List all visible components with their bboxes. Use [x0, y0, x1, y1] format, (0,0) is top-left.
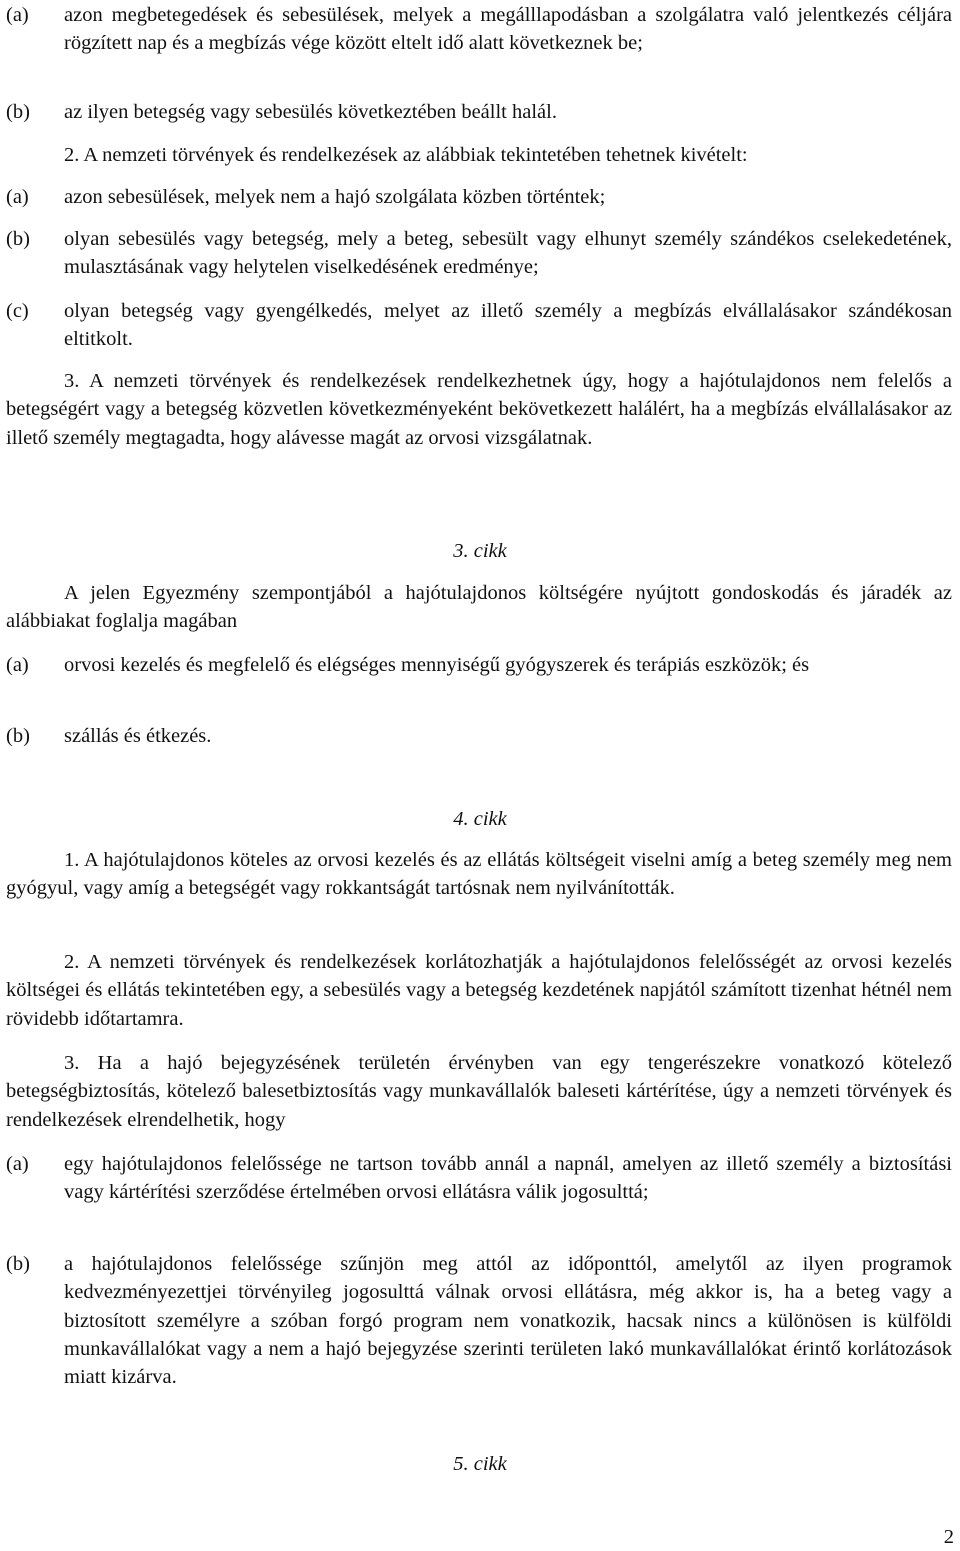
paragraph: 2. A nemzeti törvények és rendelkezések az alábbiak tekintetében tehetnek kivételt:: [64, 144, 748, 166]
item-text: a hajótulajdonos felelőssége szűnjön meg attól az időponttól, amelytől az ilyen programok kedvezményezettjei törvényileg jogosulttá válnak orvosi ellátásra, még akkor is, ha a beteg vagy a biztosított személyre a szóban forgó program nem vonatkozik, hacsak nincs a különösen is külföldi munkavállalókat vagy a nem a hajó bejegyzése szerinti területen lakó munkavállalókat érintő korlátozások miatt kizárva.: [64, 1253, 952, 1389]
item-label: (c): [6, 300, 29, 322]
item-text: egy hajótulajdonos felelőssége ne tartson tovább annál a napnál, amelyen az illető személy a biztosítási vagy kártérítési szerződése értelmében orvosi ellátásra válik jogosulttá;: [64, 1153, 952, 1204]
item-label: (a): [6, 186, 29, 208]
item-label: (b): [6, 228, 30, 250]
item-label: (b): [6, 101, 30, 123]
article-heading: 4. cikk: [453, 808, 507, 830]
item-text: azon sebesülések, melyek nem a hajó szolgálata közben történtek;: [64, 186, 606, 208]
item-text: olyan betegség vagy gyengélkedés, melyet az illető személy a megbízás elvállalásakor szándékosan eltitkolt.: [64, 300, 952, 351]
article-heading: 5. cikk: [453, 1453, 507, 1475]
item-label: (a): [6, 1153, 29, 1175]
item-label: (b): [6, 725, 30, 747]
paragraph: 2. A nemzeti törvények és rendelkezések korlátozhatják a hajótulajdonos felelősségét az orvosi kezelés költségei és ellátás tekintetében egy, a sebesülés vagy a betegség kezdetének napjától számított tizenhat hétnél nem rövidebb időtartamra.: [6, 951, 952, 1030]
item-text: olyan sebesülés vagy betegség, mely a beteg, sebesült vagy elhunyt személy szándékos cselekedetének, mulasztásának vagy helytelen viselkedésének eredménye;: [64, 228, 952, 279]
article-heading: 3. cikk: [453, 540, 507, 562]
paragraph: 3. Ha a hajó bejegyzésének területén érvényben van egy tengerészekre vonatkozó kötelező betegségbiztosítás, kötelező balesetbiztosítás vagy munkavállalók baleseti kártérítése, úgy a nemzeti törvények és rendelkezések elrendelhetik, hogy: [6, 1052, 952, 1131]
item-text: azon megbetegedések és sebesülések, melyek a megálllapodásban a szolgálatra való jelentkezés céljára rögzített nap és a megbízás vége között eltelt idő alatt következnek be;: [64, 4, 952, 55]
paragraph: 1. A hajótulajdonos köteles az orvosi kezelés és az ellátás költségeit viselni amíg a beteg személy meg nem gyógyul, vagy amíg a betegségét vagy rokkantságát tartósnak nem nyilvánították.: [6, 849, 952, 900]
item-label: (a): [6, 4, 29, 26]
item-text: az ilyen betegség vagy sebesülés következtében beállt halál.: [64, 101, 557, 123]
page-number: 2: [943, 1526, 954, 1548]
item-label: (a): [6, 654, 29, 676]
paragraph: 3. A nemzeti törvények és rendelkezések rendelkezhetnek úgy, hogy a hajótulajdonos nem felelős a betegségért vagy a betegség közvetlen következményeként bekövetkezett halálért, ha a megbízás elvállalásakor az illető személy megtagadta, hogy alávesse magát az orvosi vizsgálatnak.: [6, 370, 952, 449]
item-label: (b): [6, 1253, 30, 1275]
item-text: szállás és étkezés.: [64, 725, 212, 747]
paragraph: A jelen Egyezmény szempontjából a hajótulajdonos költségére nyújtott gondoskodás és járadék az alábbiakat foglalja magában: [6, 582, 952, 633]
item-text: orvosi kezelés és megfelelő és elégséges mennyiségű gyógyszerek és terápiás eszközök; és: [64, 654, 810, 676]
